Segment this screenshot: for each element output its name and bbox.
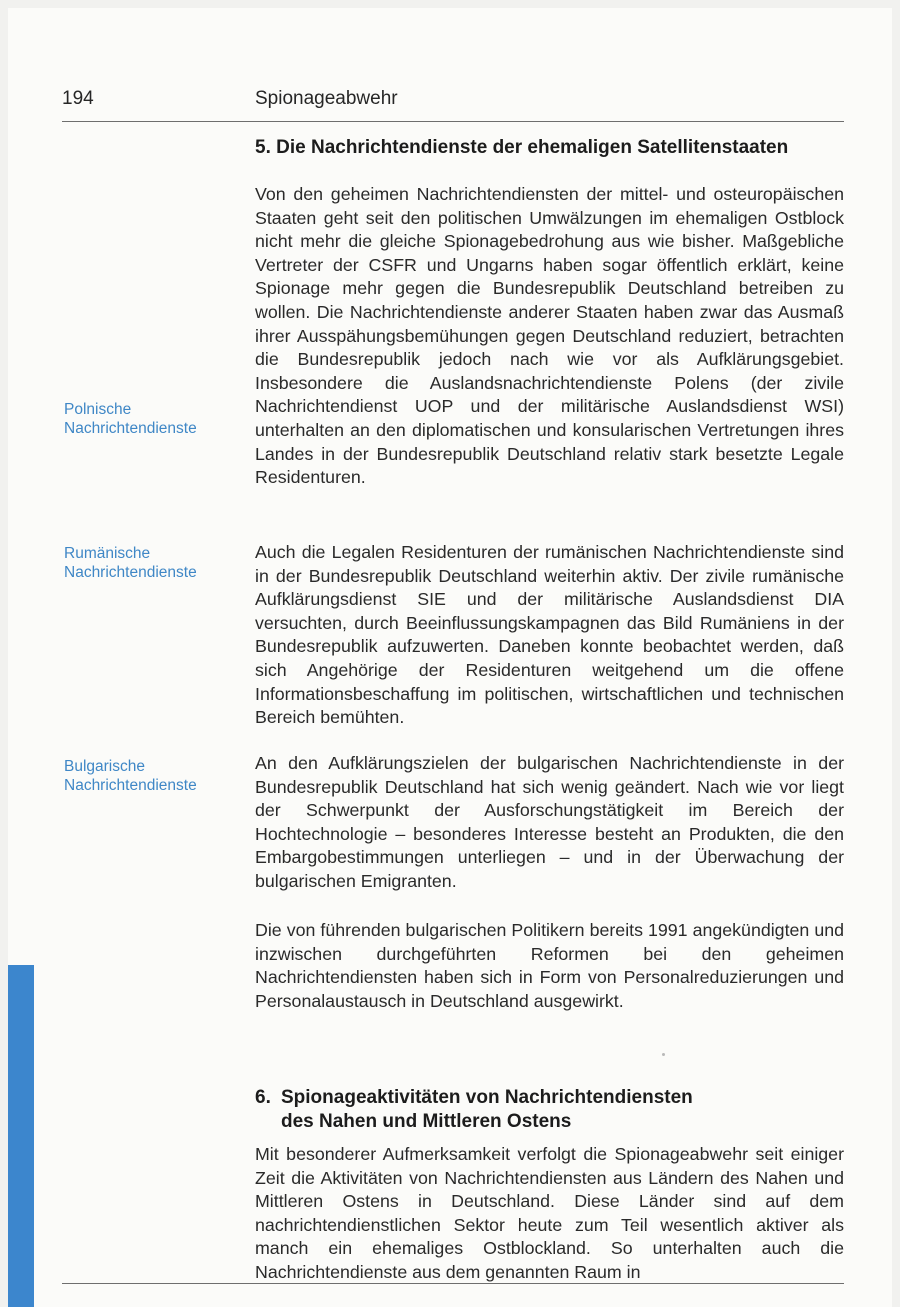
running-title: Spionageabwehr [255, 88, 398, 109]
margin-note-polish-line-1: Polnische [64, 401, 132, 418]
section-6-heading-line-1: Spionageaktivitäten von Nachrichtendiensten [281, 1087, 693, 1108]
header-rule [62, 121, 844, 122]
margin-note-bulgarian-line-1: Bulgarische [64, 758, 145, 775]
section-5-heading: 5. Die Nachrichtendienste der ehemaligen Satellitenstaaten [255, 137, 789, 158]
section-5-paragraph-1: Von den geheimen Nachrichtendiensten der mittel- und osteuropäischen Staaten geht seit den politischen Umwälzungen im ehemaligen Ostblock nicht mehr die gleiche Spionagebedrohung aus wie bisher. Maßgebliche Vertreter der CSFR und Ungarns haben sogar öffentlich erklärt, keine Spionage mehr gegen die Bundesrepublik Deutschland betreiben zu wollen. Die Nachrichtendienste anderer Staaten haben zwar das Ausmaß ihrer Ausspähungsbemühungen gegen Deutschland reduziert, betrachten die Bundesrepublik jedoch nach wie vor als Aufklärungsgebiet. Insbesondere die Auslandsnachrichtendienste Polens (der zivile Nachrichtendienst UOP und der militärische Auslandsdienst WSI) unterhalten an den diplomatischen und konsularischen Vertretungen ihres Landes in der Bundesrepublik Deutschland relativ stark besetzte Legale Residenturen. [255, 184, 844, 488]
margin-note-romanian-line-2: Nachrichtendienste [64, 564, 197, 581]
margin-note-bulgarian-line-2: Nachrichtendienste [64, 777, 197, 794]
chapter-tab-marker [8, 965, 34, 1307]
page-number: 194 [62, 88, 94, 109]
section-5-paragraph-2: Auch die Legalen Residenturen der rumänischen Nachrichtendienste sind in der Bundesrepublik Deutschland weiterhin aktiv. Der zivile rumänische Aufklärungsdienst SIE und der militärische Auslandsdienst DIA versuchten, durch Beeinflussungskampagnen das Bild Rumäniens in der Bundesrepublik aufzuwerten. Daneben konnte beobachtet werden, daß sich Angehörige der Residenturen weitgehend um die offene Informationsbeschaffung im politischen, wirtschaftlichen und technischen Bereich bemühten. [255, 542, 844, 728]
margin-note-polish [64, 400, 249, 438]
section-6-heading-line-2: des Nahen und Mittleren Ostens [281, 1111, 572, 1132]
margin-note-polish-line-2: Nachrichtendienste [64, 420, 197, 437]
section-6-number: 6. [255, 1087, 271, 1108]
section-5-paragraph-3: An den Aufklärungszielen der bulgarischen Nachrichtendienste in der Bundesrepublik Deutschland hat sich wenig geändert. Nach wie vor liegt der Schwerpunkt der Ausforschungstätigkeit im Bereich der Hochtechnologie – besonderes Interesse besteht an Produkten, die den Embargobestimmungen unterliegen – und in der Überwachung der bulgarischen Emigranten. [255, 753, 844, 891]
section-5-paragraph-4: Die von führenden bulgarischen Politikern bereits 1991 angekündigten und inzwischen durchgeführten Reformen bei den geheimen Nachrichtendiensten haben sich in Form von Personalreduzierungen und Personalaustausch in Deutschland ausgewirkt. [255, 920, 844, 1011]
margin-note-bulgarian [64, 757, 249, 795]
footer-rule [62, 1283, 844, 1284]
section-6-heading [255, 1086, 693, 1134]
margin-note-romanian-line-1: Rumänische [64, 545, 151, 562]
margin-note-romanian [64, 544, 249, 582]
section-6-paragraph-1: Mit besonderer Aufmerksamkeit verfolgt die Spionageabwehr seit einiger Zeit die Aktivitäten von Nachrichtendiensten aus Ländern des Nahen und Mittleren Ostens in Deutschland. Diese Länder sind auf dem nachrichtendienstlichen Sektor heute zum Teil wesentlich aktiver als manch ein ehemaliges Ostblockland. So unterhalten auch die Nachrichtendienste aus dem genannten Raum in [255, 1144, 844, 1282]
print-speck [662, 1053, 665, 1056]
